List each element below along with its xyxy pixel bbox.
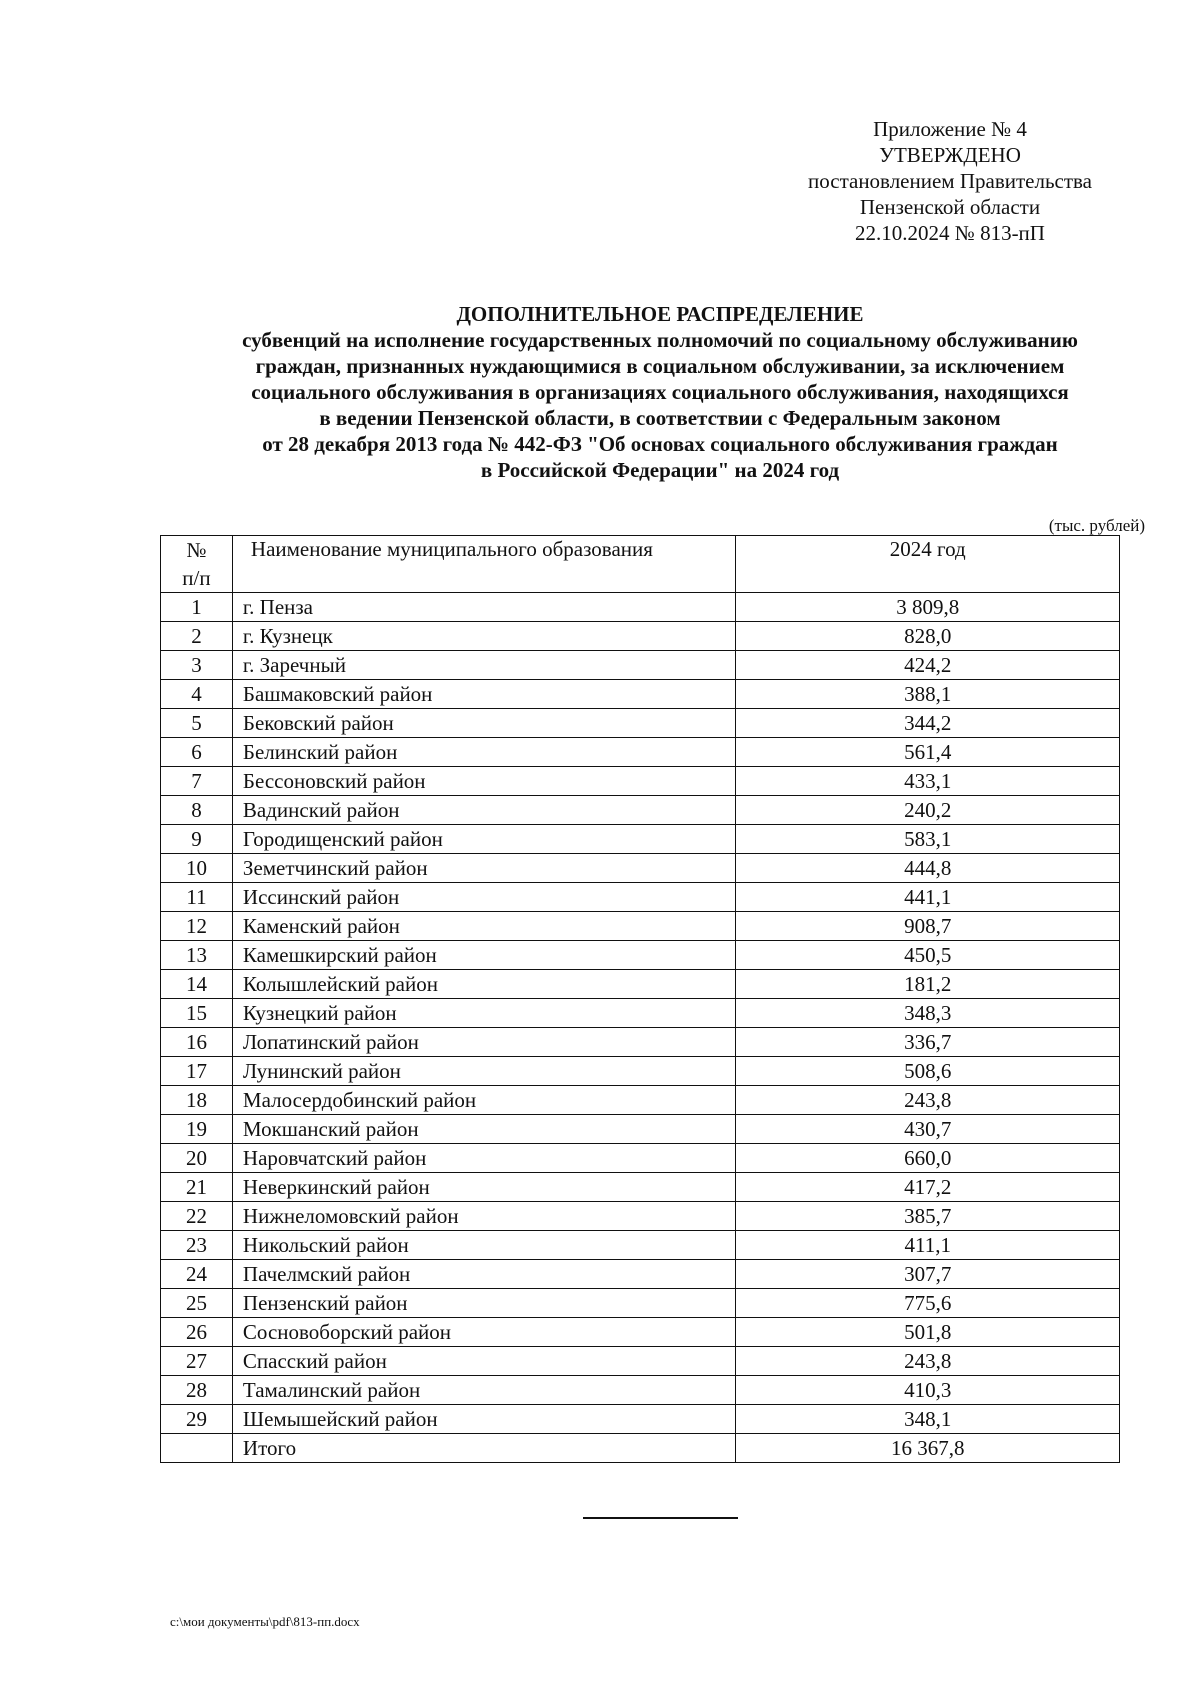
- table-row: [161, 825, 1120, 854]
- table-row: [161, 1057, 1120, 1086]
- table-row: [161, 709, 1120, 738]
- file-path-footer: c:\мои документы\pdf\813-пп.docx: [170, 1614, 360, 1629]
- row-value: 388,1: [736, 680, 1120, 709]
- table-row: [161, 970, 1120, 999]
- title-line: от 28 декабря 2013 года № 442-ФЗ "Об основах социального обслуживания граждан: [262, 432, 1058, 456]
- row-number: 20: [161, 1144, 233, 1173]
- row-value: 433,1: [736, 767, 1120, 796]
- row-municipality: Лунинский район: [232, 1057, 736, 1086]
- row-municipality: Каменский район: [232, 912, 736, 941]
- table-row: [161, 651, 1120, 680]
- row-number: 18: [161, 1086, 233, 1115]
- row-number: 14: [161, 970, 233, 999]
- row-value: 307,7: [736, 1260, 1120, 1289]
- row-value: 508,6: [736, 1057, 1120, 1086]
- row-value: 243,8: [736, 1086, 1120, 1115]
- distribution-table: [160, 535, 1120, 1463]
- title-line: в ведении Пензенской области, в соответствии с Федеральным законом: [319, 406, 1001, 430]
- table-row: [161, 593, 1120, 622]
- total-label: Итого: [232, 1434, 736, 1463]
- row-value: 775,6: [736, 1289, 1120, 1318]
- row-municipality: Тамалинский район: [232, 1376, 736, 1405]
- row-value: 450,5: [736, 941, 1120, 970]
- table-row: [161, 622, 1120, 651]
- row-number: 21: [161, 1173, 233, 1202]
- row-municipality: Спасский район: [232, 1347, 736, 1376]
- row-number: 15: [161, 999, 233, 1028]
- row-municipality: Неверкинский район: [232, 1173, 736, 1202]
- title-line: в Российской Федерации" на 2024 год: [480, 458, 840, 482]
- row-number: 24: [161, 1260, 233, 1289]
- row-municipality: Малосердобинский район: [232, 1086, 736, 1115]
- row-municipality: Лопатинский район: [232, 1028, 736, 1057]
- title-heading: ДОПОЛНИТЕЛЬНОЕ РАСПРЕДЕЛЕНИЕ: [456, 302, 864, 326]
- row-municipality: Камешкирский район: [232, 941, 736, 970]
- approved-label: УТВЕРЖДЕНО: [879, 143, 1021, 167]
- row-municipality: Колышлейский район: [232, 970, 736, 999]
- row-number: 25: [161, 1289, 233, 1318]
- document-title: [140, 301, 1180, 483]
- row-number: 1: [161, 593, 233, 622]
- row-number: 22: [161, 1202, 233, 1231]
- title-line: социального обслуживания в организациях социального обслуживания, находящихся: [251, 380, 1069, 404]
- table-row: [161, 854, 1120, 883]
- table-row: [161, 738, 1120, 767]
- row-number: 6: [161, 738, 233, 767]
- row-value: 348,1: [736, 1405, 1120, 1434]
- row-value: 561,4: [736, 738, 1120, 767]
- row-value: 660,0: [736, 1144, 1120, 1173]
- row-value: 411,1: [736, 1231, 1120, 1260]
- row-municipality: Городищенский район: [232, 825, 736, 854]
- row-municipality: Наровчатский район: [232, 1144, 736, 1173]
- table-row: [161, 1376, 1120, 1405]
- row-value: 344,2: [736, 709, 1120, 738]
- row-municipality: Земетчинский район: [232, 854, 736, 883]
- table-row: [161, 1405, 1120, 1434]
- table-row: [161, 999, 1120, 1028]
- table-row: [161, 1289, 1120, 1318]
- table-row: [161, 912, 1120, 941]
- row-number: 12: [161, 912, 233, 941]
- row-number: 26: [161, 1318, 233, 1347]
- row-municipality: Башмаковский район: [232, 680, 736, 709]
- row-value: 444,8: [736, 854, 1120, 883]
- row-municipality: Вадинский район: [232, 796, 736, 825]
- table-row: [161, 680, 1120, 709]
- units-label: (тыс. рублей): [1048, 516, 1145, 535]
- table-body: [161, 593, 1120, 1463]
- row-value: 430,7: [736, 1115, 1120, 1144]
- row-municipality: Белинский район: [232, 738, 736, 767]
- row-number: 29: [161, 1405, 233, 1434]
- row-municipality: г. Кузнецк: [232, 622, 736, 651]
- row-value: 336,7: [736, 1028, 1120, 1057]
- total-number: [161, 1434, 233, 1463]
- row-number: 3: [161, 651, 233, 680]
- total-row: [161, 1434, 1120, 1463]
- table-row: [161, 1231, 1120, 1260]
- table-row: [161, 1260, 1120, 1289]
- row-value: 417,2: [736, 1173, 1120, 1202]
- row-municipality: Мокшанский район: [232, 1115, 736, 1144]
- row-municipality: Пензенский район: [232, 1289, 736, 1318]
- table-row: [161, 1202, 1120, 1231]
- row-value: 348,3: [736, 999, 1120, 1028]
- table-row: [161, 1318, 1120, 1347]
- row-number: 17: [161, 1057, 233, 1086]
- row-number: 13: [161, 941, 233, 970]
- header-number: [161, 536, 233, 593]
- row-value: 3 809,8: [736, 593, 1120, 622]
- title-line: граждан, признанных нуждающимися в социальном обслуживании, за исключением: [255, 354, 1065, 378]
- row-number: 19: [161, 1115, 233, 1144]
- row-municipality: Кузнецкий район: [232, 999, 736, 1028]
- row-value: 583,1: [736, 825, 1120, 854]
- row-number: 5: [161, 709, 233, 738]
- row-municipality: Нижнеломовский район: [232, 1202, 736, 1231]
- row-municipality: Сосновоборский район: [232, 1318, 736, 1347]
- end-separator-line: [583, 1517, 738, 1519]
- row-number: 28: [161, 1376, 233, 1405]
- approved-by-line: постановлением Правительства: [807, 169, 1092, 193]
- row-municipality: Пачелмский район: [232, 1260, 736, 1289]
- row-number: 16: [161, 1028, 233, 1057]
- row-value: 181,2: [736, 970, 1120, 999]
- row-municipality: Бековский район: [232, 709, 736, 738]
- approved-region-line: Пензенской области: [859, 195, 1041, 219]
- total-value: 16 367,8: [736, 1434, 1120, 1463]
- table-row: [161, 1144, 1120, 1173]
- row-value: 501,8: [736, 1318, 1120, 1347]
- row-value: 828,0: [736, 622, 1120, 651]
- table-row: [161, 767, 1120, 796]
- row-value: 385,7: [736, 1202, 1120, 1231]
- row-municipality: Никольский район: [232, 1231, 736, 1260]
- row-number: 23: [161, 1231, 233, 1260]
- row-number: 9: [161, 825, 233, 854]
- table-header-row: [161, 536, 1120, 593]
- approval-stamp: [760, 116, 1140, 246]
- row-number: 10: [161, 854, 233, 883]
- row-number: 11: [161, 883, 233, 912]
- header-number-abbr: п/п: [182, 566, 211, 590]
- row-municipality: г. Пенза: [232, 593, 736, 622]
- table-row: [161, 1086, 1120, 1115]
- row-value: 424,2: [736, 651, 1120, 680]
- table-row: [161, 1347, 1120, 1376]
- row-value: 441,1: [736, 883, 1120, 912]
- row-value: 240,2: [736, 796, 1120, 825]
- table-row: [161, 941, 1120, 970]
- table-row: [161, 1028, 1120, 1057]
- header-year: 2024 год: [736, 536, 1120, 593]
- row-municipality: Иссинский район: [232, 883, 736, 912]
- row-number: 2: [161, 622, 233, 651]
- table-row: [161, 883, 1120, 912]
- row-municipality: г. Заречный: [232, 651, 736, 680]
- row-number: 4: [161, 680, 233, 709]
- row-number: 27: [161, 1347, 233, 1376]
- row-value: 243,8: [736, 1347, 1120, 1376]
- header-number-symbol: №: [186, 538, 207, 562]
- table-row: [161, 796, 1120, 825]
- title-line: субвенций на исполнение государственных полномочий по социальному обслуживанию: [242, 328, 1078, 352]
- appendix-number: Приложение № 4: [873, 117, 1027, 141]
- approval-date-number: 22.10.2024 № 813-пП: [855, 221, 1045, 245]
- header-municipality: Наименование муниципального образования: [232, 536, 736, 593]
- table-row: [161, 1173, 1120, 1202]
- row-municipality: Бессоновский район: [232, 767, 736, 796]
- table-row: [161, 1115, 1120, 1144]
- row-number: 8: [161, 796, 233, 825]
- row-value: 410,3: [736, 1376, 1120, 1405]
- row-municipality: Шемышейский район: [232, 1405, 736, 1434]
- row-value: 908,7: [736, 912, 1120, 941]
- row-number: 7: [161, 767, 233, 796]
